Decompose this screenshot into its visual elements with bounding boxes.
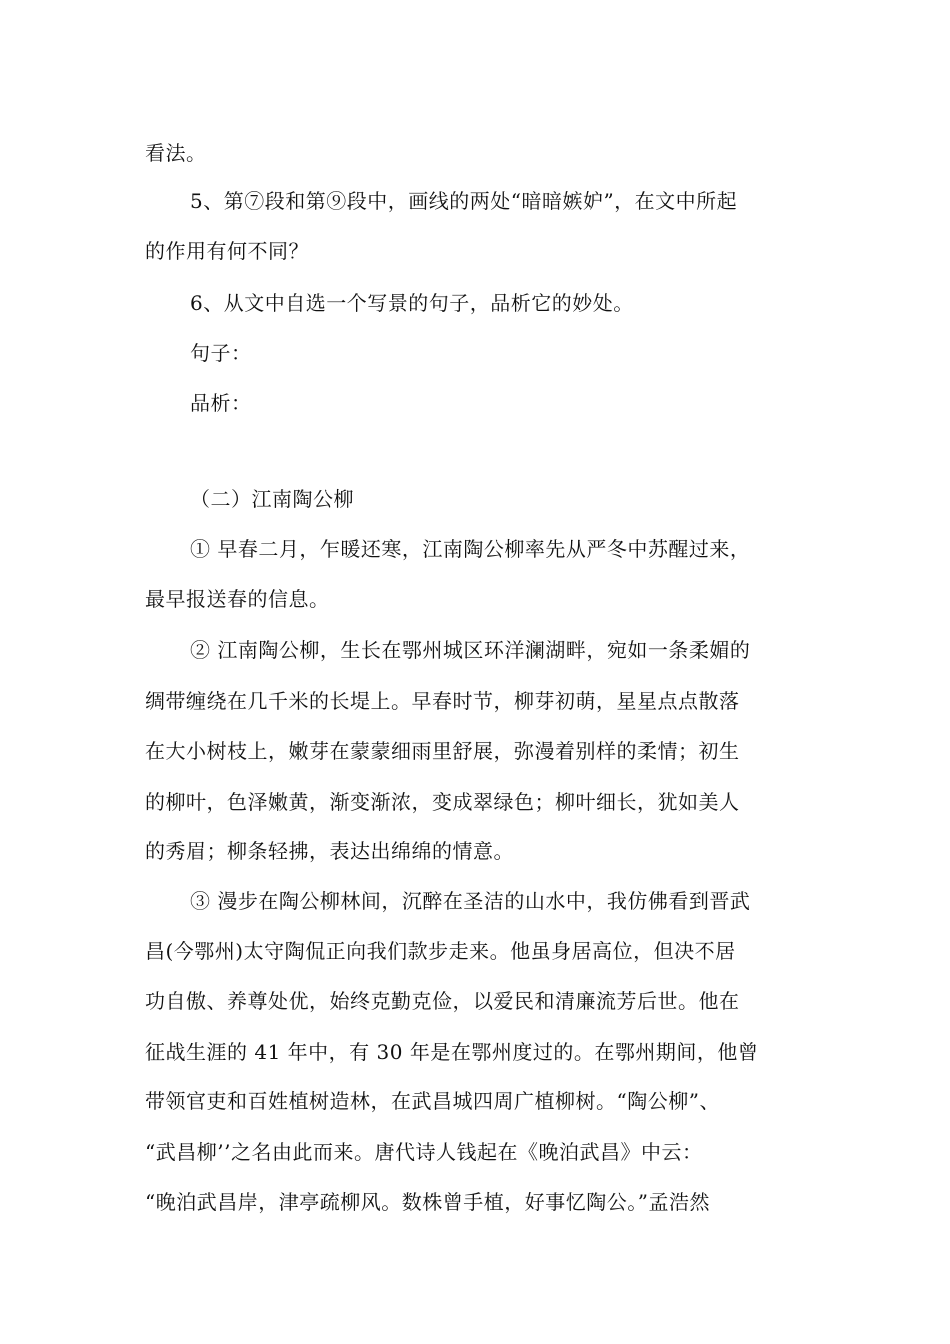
paragraph-3-line: 昌(今鄂州)太守陶侃正向我们款步走来。他虽身居高位，但决不居 (145, 939, 736, 963)
paragraph-2-line: 在大小树枝上，嫩芽在蒙蒙细雨里舒展，弥漫着别样的柔情；初生 (145, 739, 740, 763)
paragraph-3-line: 功自傲、养尊处优，始终克勤克俭，以爱民和清廉流芳后世。他在 (145, 989, 740, 1013)
paragraph-2-line: 绸带缠绕在几千米的长堤上。早春时节，柳芽初萌，星星点点散落 (145, 689, 740, 713)
paragraph-1-line: ① 早春二月，乍暖还寒，江南陶公柳率先从严冬中苏醒过来， (190, 537, 751, 561)
paragraph-2-line: ② 江南陶公柳，生长在鄂州城区环洋澜湖畔，宛如一条柔媚的 (190, 638, 751, 662)
paragraph-3-line: ③ 漫步在陶公柳林间，沉醉在圣洁的山水中，我仿佛看到晋武 (190, 889, 751, 913)
section-title: （二）江南陶公柳 (190, 487, 354, 511)
sentence-label: 句子： (190, 341, 252, 365)
text-line: 的作用有何不同？ (145, 239, 309, 263)
analysis-label: 品析： (190, 391, 252, 415)
paragraph-1-line: 最早报送春的信息。 (145, 587, 330, 611)
text-line: 看法。 (145, 141, 207, 165)
paragraph-3-line: “晚泊武昌岸，津亭疏柳风。数株曾手植，好事忆陶公。”孟浩然 (145, 1190, 710, 1214)
paragraph-3-line: 征战生涯的 41 年中，有 30 年是在鄂州度过的。在鄂州期间，他曾 (145, 1040, 759, 1064)
question-5: 5、第⑦段和第⑨段中，画线的两处“暗暗嫉妒”，在文中所起 (190, 189, 738, 213)
question-6: 6、从文中自选一个写景的句子，品析它的妙处。 (190, 291, 634, 315)
paragraph-3-line: “武昌柳’’之名由此而来。唐代诗人钱起在《晚泊武昌》中云： (145, 1140, 703, 1164)
paragraph-2-line: 的秀眉；柳条轻拂，表达出绵绵的情意。 (145, 839, 514, 863)
paragraph-2-line: 的柳叶，色泽嫩黄，渐变渐浓，变成翠绿色；柳叶细长，犹如美人 (145, 790, 740, 814)
paragraph-3-line: 带领官吏和百姓植树造林，在武昌城四周广植柳树。“陶公柳”、 (145, 1089, 720, 1113)
